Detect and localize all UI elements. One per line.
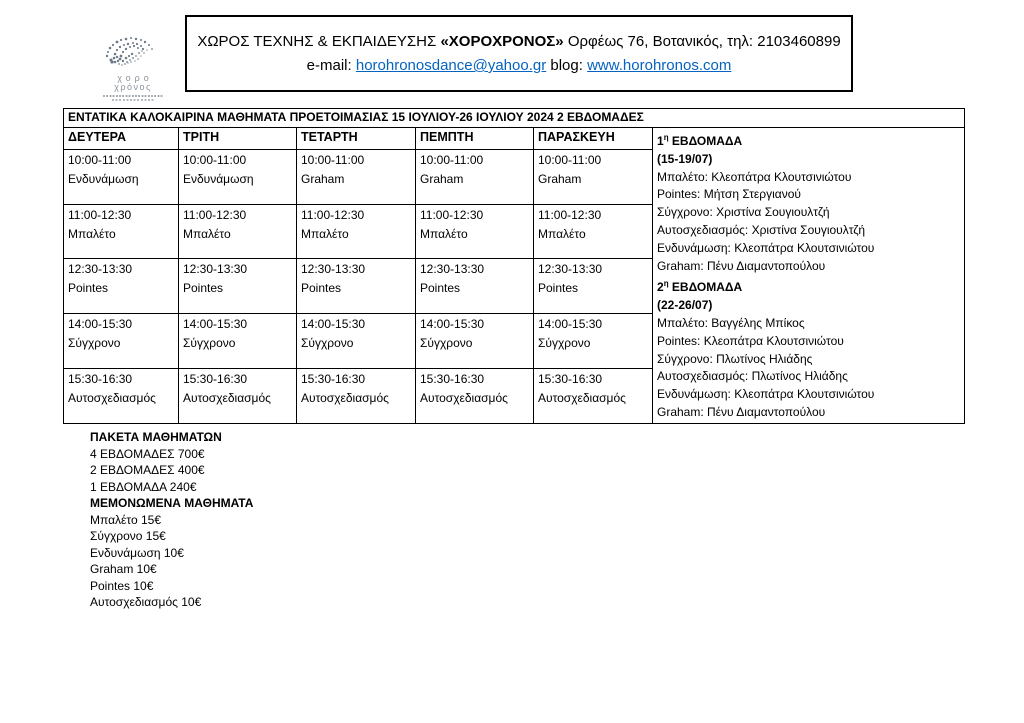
single-lesson-item: Ενδυνάμωση 10€ <box>90 545 184 560</box>
packages-section <box>90 429 253 611</box>
school-name: «ΧΟΡΟΧΡΟΝΟΣ» <box>440 33 564 50</box>
day-header-thursday: ΠΕΜΠΤΗ <box>416 128 534 150</box>
schedule-cell: 11:00-12:30 Μπαλέτο <box>534 204 653 259</box>
school-type-text: ΧΩΡΟΣ ΤΕΧΝΗΣ & ΕΚΠΑΙΔΕΥΣΗΣ <box>197 33 441 50</box>
single-lesson-item: Graham 10€ <box>90 562 157 576</box>
info-line: Αυτοσχεδιασμός: Χριστίνα Σουγιουλτζή <box>657 222 866 237</box>
info-line: Μπαλέτο: Βαγγέλης Μπίκος <box>657 315 805 330</box>
info-line: Ενδυνάμωση: Κλεοπάτρα Κλουτσινιώτου <box>657 387 875 402</box>
info-line: Αυτοσχεδιασμός: Πλωτίνος Ηλιάδης <box>657 369 848 384</box>
schedule-cell: 15:30-16:30 Αυτοσχεδιασμός <box>179 368 297 423</box>
email-link[interactable]: horohronosdance@yahoo.gr <box>355 57 547 74</box>
package-item: 2 ΕΒΔΟΜΑΔΕΣ 400€ <box>90 463 205 477</box>
logo-text-line2: χρόνος <box>114 82 152 92</box>
schedule-cell: 11:00-12:30 Μπαλέτο <box>297 204 416 259</box>
schedule-cell: 15:30-16:30 Αυτοσχεδιασμός <box>534 368 653 423</box>
logo-text-line1: χορο <box>117 73 153 83</box>
schedule-cell: 11:00-12:30 Μπαλέτο <box>64 204 179 259</box>
schedule-cell: 14:00-15:30 Σύγχρονο <box>179 314 297 369</box>
single-lesson-item: Σύγχρονο 15€ <box>90 529 166 543</box>
schedule-cell: 10:00-11:00 Ενδυνάμωση <box>179 149 297 204</box>
schedule-cell: 15:30-16:30 Αυτοσχεδιασμός <box>297 368 416 423</box>
schedule-cell: 10:00-11:00 Graham <box>534 149 653 204</box>
day-header-friday: ΠΑΡΑΣΚΕΥΗ <box>534 128 653 150</box>
schedule-table <box>63 108 965 424</box>
schedule-cell: 12:30-13:30 Pointes <box>534 259 653 314</box>
header-box <box>185 15 853 92</box>
day-header-monday: ΔΕΥΤΕΡΑ <box>64 128 179 150</box>
single-lesson-item: Pointes 10€ <box>90 578 154 593</box>
info-line: Σύγχρονο: Πλωτίνος Ηλιάδης <box>657 351 813 366</box>
schedule-cell: 14:00-15:30 Σύγχρονο <box>297 314 416 369</box>
schedule-cell: 11:00-12:30 Μπαλέτο <box>416 204 534 259</box>
info-line: Ενδυνάμωση: Κλεοπάτρα Κλουτσινιώτου <box>657 240 875 255</box>
single-lesson-item: Μπαλέτο 15€ <box>90 512 161 527</box>
schedule-cell: 12:30-13:30 Pointes <box>179 259 297 314</box>
schedule-cell: 10:00-11:00 Graham <box>416 149 534 204</box>
single-lessons-title: ΜΕΜΟΝΩΜΕΝΑ ΜΑΘΗΜΑΤΑ <box>90 496 254 510</box>
blog-label: blog: <box>546 57 588 74</box>
schedule-cell: 12:30-13:30 Pointes <box>64 259 179 314</box>
schedule-cell: 11:00-12:30 Μπαλέτο <box>179 204 297 259</box>
week1-dates: (15-19/07) <box>657 151 713 166</box>
day-header-row <box>64 128 965 150</box>
info-line: Graham: Πένυ Διαμαντοπούλου <box>657 404 826 419</box>
schedule-cell: 14:00-15:30 Σύγχρονο <box>416 314 534 369</box>
info-line: Pointes: Κλεοπάτρα Κλουτσινιώτου <box>657 333 844 348</box>
email-label: e-mail: <box>306 57 356 74</box>
school-logo <box>94 34 172 101</box>
header-line-1 <box>197 33 840 50</box>
week2-title: $2^\eta$ ΕΒΔΟΜΑΔΑ <box>657 279 743 295</box>
info-line: Graham: Πένυ Διαμαντοπούλου <box>657 258 826 273</box>
teachers-info-cell <box>653 128 965 424</box>
packages-title: ΠΑΚΕΤΑ ΜΑΘΗΜΑΤΩΝ <box>90 430 222 444</box>
schedule-cell: 14:00-15:30 Σύγχρονο <box>64 314 179 369</box>
schedule-cell: 10:00-11:00 Ενδυνάμωση <box>64 149 179 204</box>
table-title-row <box>64 109 965 128</box>
logo-dots-icon <box>97 34 169 74</box>
table-title: ΕΝΤΑΤΙΚΑ ΚΑΛΟΚΑΙΡΙΝΑ ΜΑΘΗΜΑΤΑ ΠΡΟΕΤΟΙΜΑΣΙΑΣ 15 ΙΟΥΛΙΟΥ-26 ΙΟΥΛΙΟΥ 2024 2 ΕΒΔΟΜΑΔΕΣ <box>64 109 965 128</box>
package-item: 4 ΕΒΔΟΜΑΔΕΣ 700€ <box>90 446 205 461</box>
single-lesson-item: Αυτοσχεδιασμός 10€ <box>90 595 202 609</box>
logo-fineprint <box>112 99 154 101</box>
schedule-cell: 14:00-15:30 Σύγχρονο <box>534 314 653 369</box>
day-header-wednesday: ΤΕΤΑΡΤΗ <box>297 128 416 150</box>
blog-link[interactable]: www.horohronos.com <box>587 57 732 74</box>
logo-fineprint <box>103 95 163 97</box>
day-header-tuesday: ΤΡΙΤΗ <box>179 128 297 150</box>
package-item: 1 ΕΒΔΟΜΑΔΑ 240€ <box>90 479 197 494</box>
school-address: Ορφέως 76, Βοτανικός, τηλ: 2103460899 <box>563 33 841 50</box>
schedule-cell: 15:30-16:30 Αυτοσχεδιασμός <box>416 368 534 423</box>
week1-title: $1^\eta$ ΕΒΔΟΜΑΔΑ <box>657 133 743 148</box>
schedule-cell: 12:30-13:30 Pointes <box>297 259 416 314</box>
info-line: Pointes: Μήτση Στεργιανού <box>657 187 801 202</box>
schedule-cell: 10:00-11:00 Graham <box>297 149 416 204</box>
week2-dates: (22-26/07) <box>657 298 713 313</box>
schedule-cell: 12:30-13:30 Pointes <box>416 259 534 314</box>
header-line-2 <box>307 57 732 74</box>
info-line: Σύγχρονο: Χριστίνα Σουγιουλτζή <box>657 205 830 220</box>
schedule-cell: 15:30-16:30 Αυτοσχεδιασμός <box>64 368 179 423</box>
info-line: Μπαλέτο: Κλεοπάτρα Κλουτσινιώτου <box>657 169 852 184</box>
